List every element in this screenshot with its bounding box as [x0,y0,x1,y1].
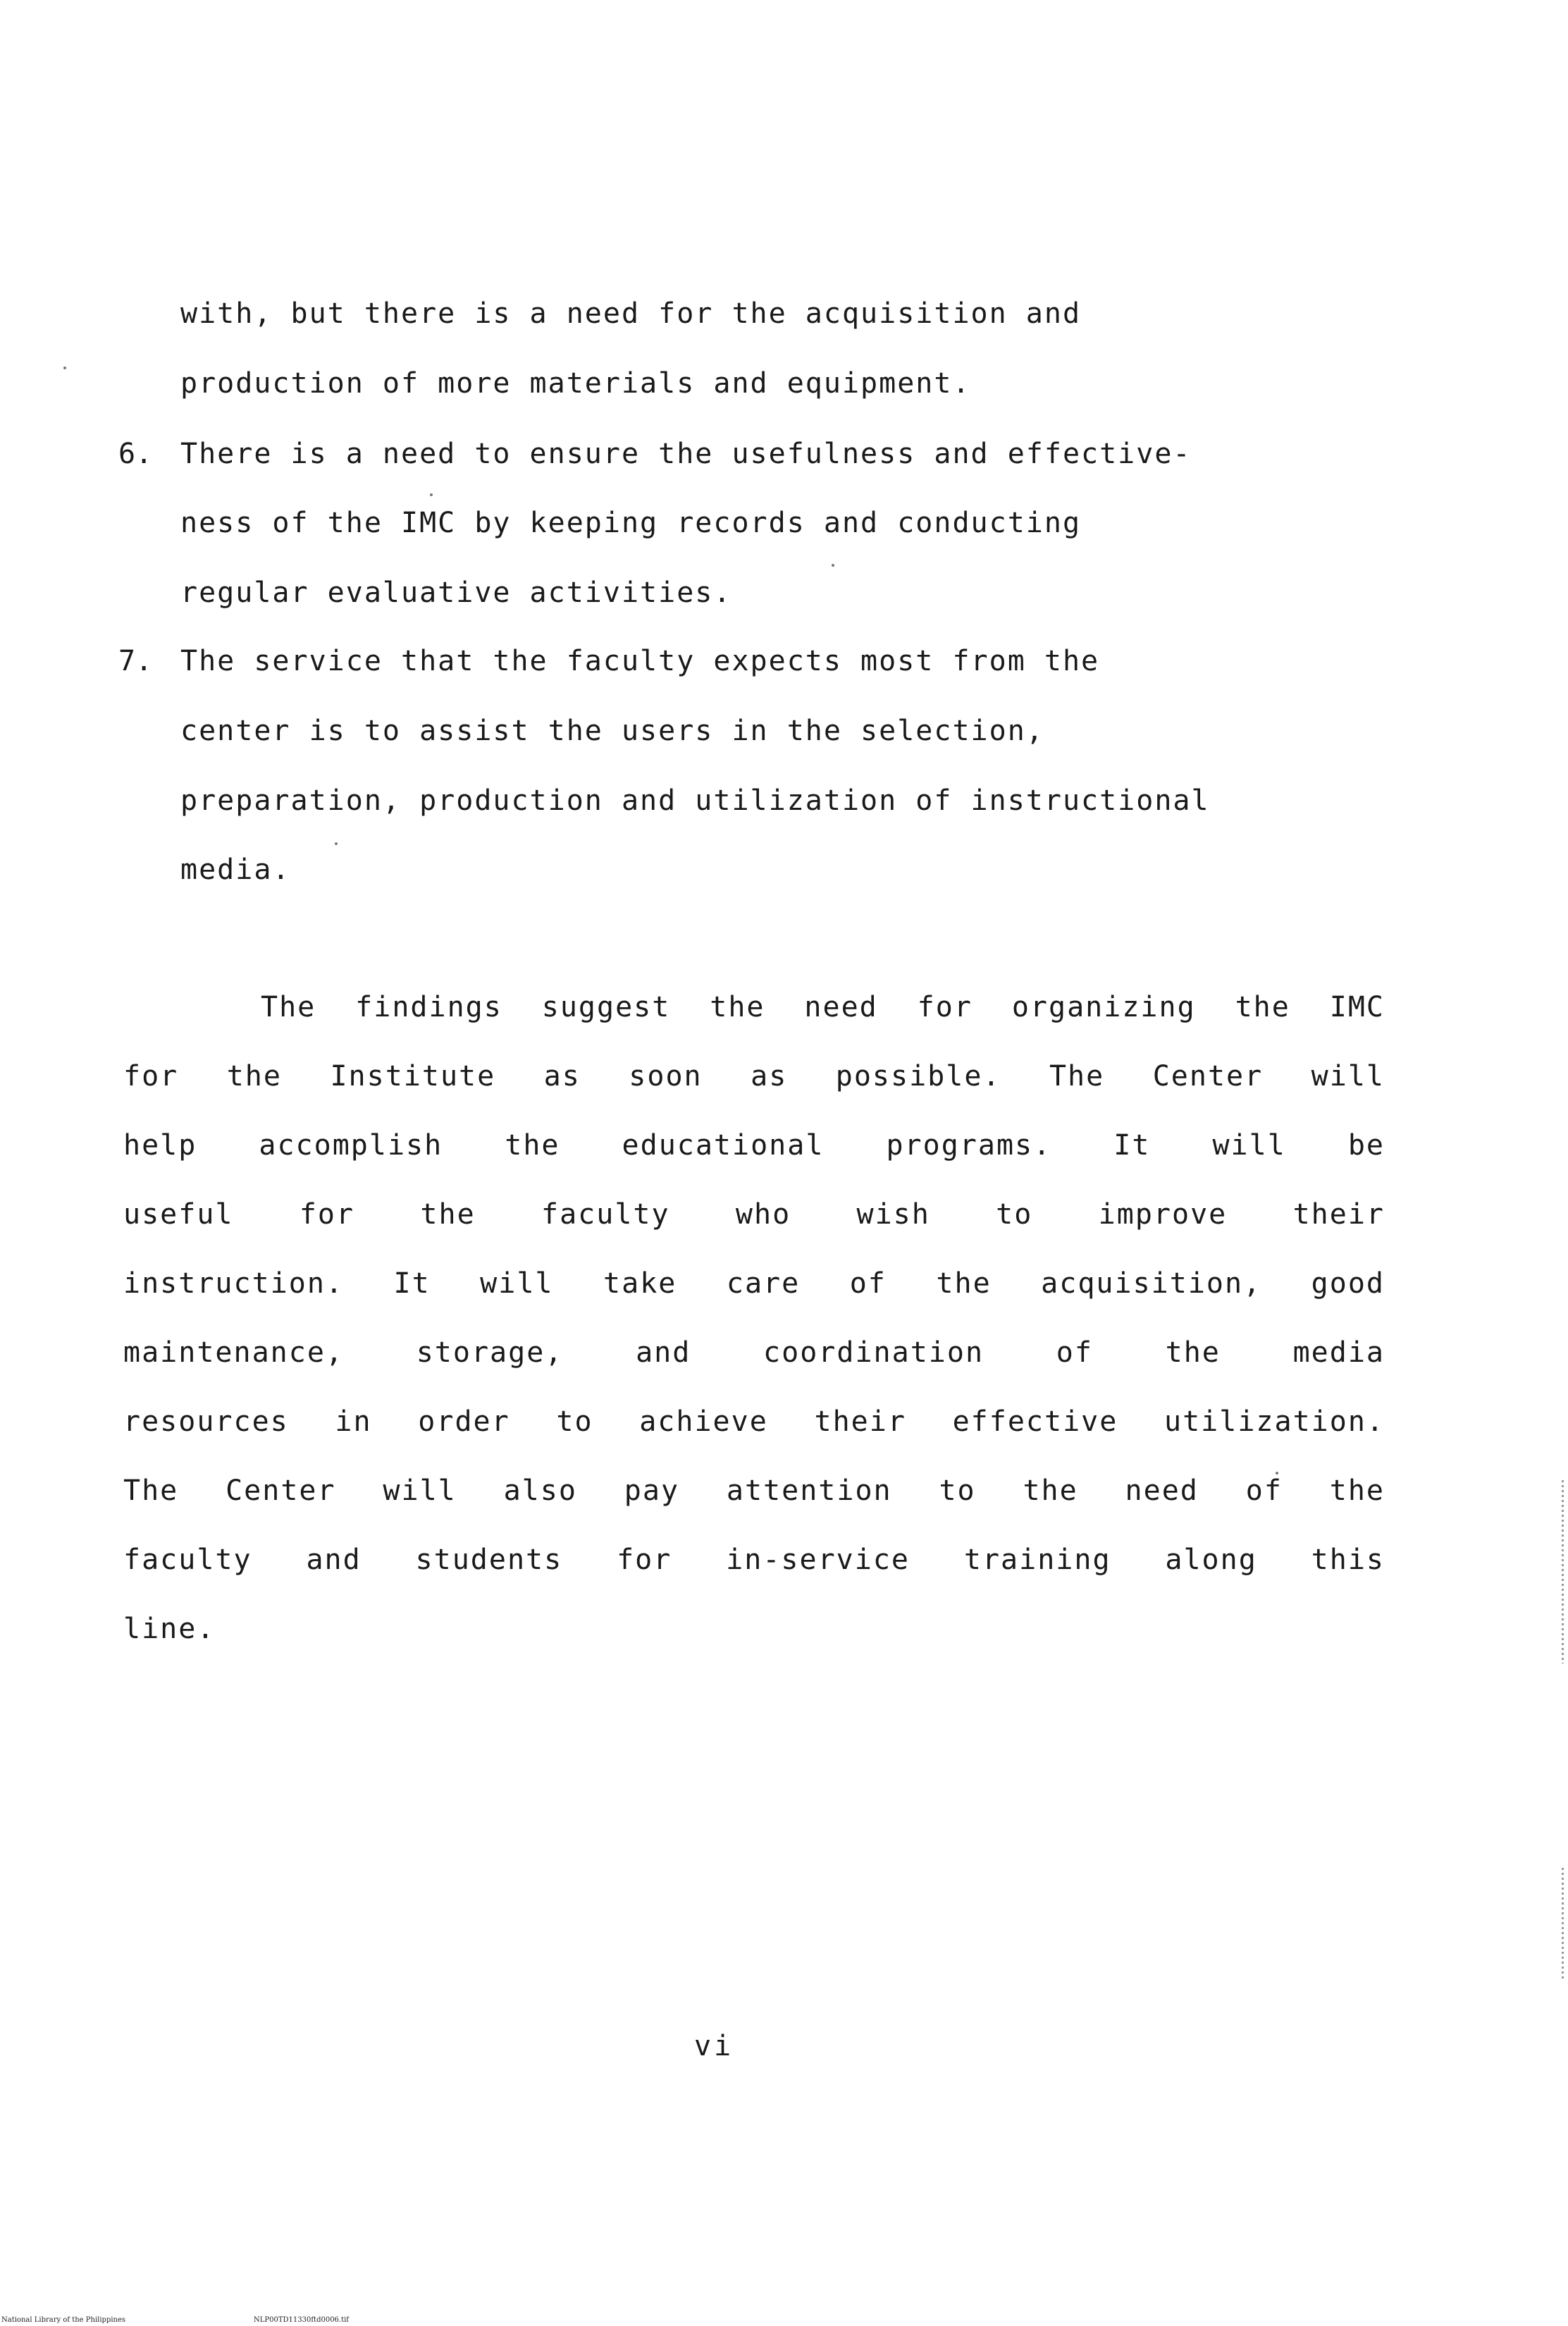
paragraph-line-4: useful for the faculty who wish to improve their [123,1198,1385,1231]
paragraph-line-1: The findings suggest the need for organizing the IMC [261,991,1385,1023]
scan-speck [832,564,834,567]
paragraph-line-10: line. [123,1613,216,1645]
paragraph-line-8: The Center will also pay attention to the need of the [123,1475,1385,1507]
list-item-6-line-1: There is a need to ensure the usefulness and effective- [180,438,1192,470]
footer-filename: NLP00TD11330ftd0006.tif [254,2316,350,2324]
scan-speck [430,493,433,496]
list-continuation-line-1: with, but there is a need for the acquisition and [180,297,1082,330]
paragraph-line-2: for the Institute as soon as possible. The Center will [123,1060,1385,1093]
list-item-7-line-2: center is to assist the users in the selection, [180,715,1044,747]
list-item-6-line-2: ness of the IMC by keeping records and conducting [180,507,1082,539]
scan-edge-mark [1562,1480,1564,1663]
list-item-7-number: 7. [118,645,153,677]
scan-speck [1276,1472,1278,1475]
scan-speck [335,842,338,845]
paragraph-line-7: resources in order to achieve their effective utilization. [123,1405,1385,1438]
list-continuation-line-2: production of more materials and equipment. [180,367,971,400]
list-item-6-number: 6. [118,438,153,470]
footer-source: National Library of the Philippines [1,2316,126,2324]
paragraph-line-5: instruction. It will take care of the acquisition, good [123,1267,1385,1300]
page-number: vi [694,2030,734,2062]
scan-edge-mark [1562,1868,1564,1981]
paragraph-line-3: help accomplish the educational programs. It will be [123,1129,1385,1162]
paragraph-line-9: faculty and students for in-service training along this [123,1544,1385,1576]
list-item-7-line-4: media. [180,854,291,886]
scan-speck [63,367,66,369]
list-item-7-line-1: The service that the faculty expects most from the [180,645,1100,677]
list-item-6-line-3: regular evaluative activities. [180,577,732,609]
list-item-7-line-3: preparation, production and utilization of instructional [180,784,1210,817]
paragraph-line-6: maintenance, storage, and coordination of the media [123,1336,1385,1369]
